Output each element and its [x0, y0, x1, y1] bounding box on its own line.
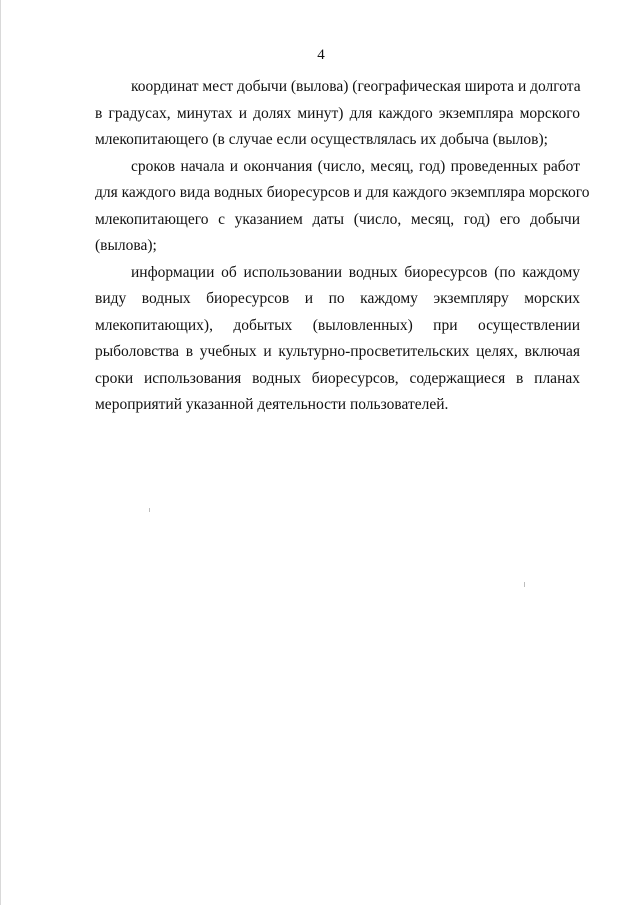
- text-line: млекопитающего (в случае если осуществлялась их добыча (вылов);: [95, 131, 548, 148]
- text-line: в градусах, минутах и долях минут) для каждого экземпляра морского: [95, 104, 580, 122]
- page-number: 4: [317, 47, 325, 63]
- text-line: млекопитающего с указанием даты (число, месяц, год) его добычи: [95, 210, 580, 228]
- scan-artifact: [149, 508, 150, 512]
- paragraph-usage-info: [95, 260, 580, 419]
- text-line: мероприятий указанной деятельности пользователей.: [95, 396, 449, 413]
- text-line: сроки использования водных биоресурсов, содержащиеся в планах: [95, 369, 580, 387]
- text-line: для каждого вида водных биоресурсов и для каждого экземпляра морского: [95, 184, 590, 201]
- text-line: млекопитающих), добытых (выловленных) при осуществлении: [95, 316, 580, 334]
- paragraph-coordinates: [95, 74, 580, 154]
- text-line: сроков начала и окончания (число, месяц, год) проведенных работ: [131, 157, 580, 175]
- text-line: информации об использовании водных биоресурсов (по каждому: [131, 263, 580, 281]
- body-text: [95, 74, 590, 419]
- text-line: виду водных биоресурсов и по каждому экземпляру морских: [95, 290, 580, 307]
- paragraph-work-dates: [95, 154, 590, 260]
- scan-artifact: [524, 582, 525, 587]
- text-line: координат мест добычи (вылова) (географическая широта и долгота: [131, 78, 581, 95]
- text-line: (вылова);: [95, 237, 157, 254]
- text-line: рыболовства в учебных и культурно-просветительских целях, включая: [95, 343, 580, 360]
